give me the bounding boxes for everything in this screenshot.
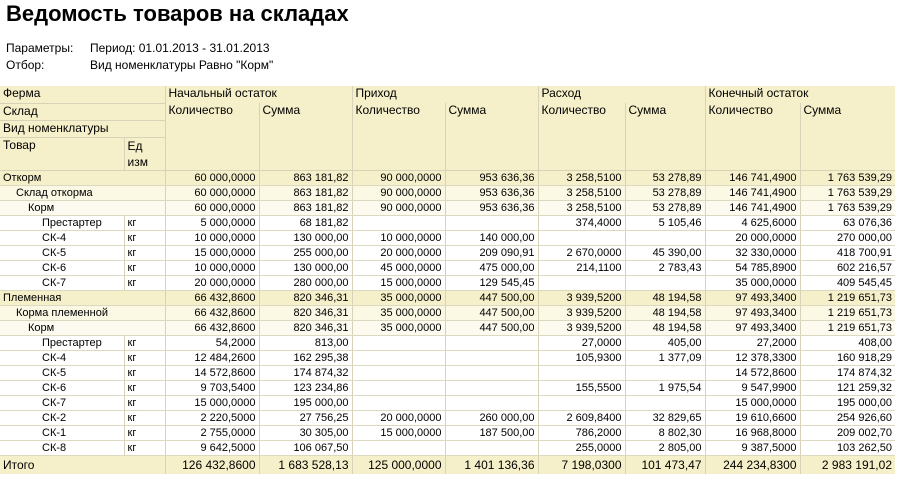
cell-income-sum: 953 636,36 bbox=[445, 185, 538, 200]
total-expense-sum: 101 473,47 bbox=[625, 455, 705, 474]
cell-expense-sum: 53 278,89 bbox=[625, 200, 705, 215]
row-unit: кг bbox=[124, 335, 165, 350]
row-unit: кг bbox=[124, 380, 165, 395]
cell-expense-qty bbox=[538, 230, 625, 245]
cell-opening-sum: 68 181,82 bbox=[259, 215, 352, 230]
period-value: Период: 01.01.2013 - 31.01.2013 bbox=[90, 41, 270, 55]
cell-income-qty bbox=[352, 380, 445, 395]
row-name: СК-2 bbox=[0, 410, 124, 425]
table-row bbox=[0, 440, 895, 455]
row-name: СК-4 bbox=[0, 230, 124, 245]
cell-expense-sum: 48 194,58 bbox=[625, 305, 705, 320]
cell-income-qty bbox=[352, 365, 445, 380]
row-unit: кг bbox=[124, 425, 165, 440]
cell-income-qty: 20 000,0000 bbox=[352, 410, 445, 425]
cell-opening-sum: 130 000,00 bbox=[259, 260, 352, 275]
cell-closing-qty: 14 572,8600 bbox=[705, 365, 800, 380]
row-name: Корм bbox=[0, 320, 165, 335]
table-row bbox=[0, 320, 895, 335]
cell-opening-sum: 30 305,00 bbox=[259, 425, 352, 440]
total-opening-sum: 1 683 528,13 bbox=[259, 455, 352, 474]
cell-opening-qty: 54,2000 bbox=[165, 335, 259, 350]
filter-label: Отбор: bbox=[6, 58, 45, 72]
cell-expense-qty: 3 258,5100 bbox=[538, 170, 625, 185]
cell-closing-qty: 12 378,3300 bbox=[705, 350, 800, 365]
total-closing-qty: 244 234,8300 bbox=[705, 455, 800, 474]
table-row bbox=[0, 350, 895, 365]
cell-expense-sum: 405,00 bbox=[625, 335, 705, 350]
cell-income-sum: 140 000,00 bbox=[445, 230, 538, 245]
row-unit: кг bbox=[124, 215, 165, 230]
cell-closing-sum: 1 219 651,73 bbox=[800, 290, 895, 305]
cell-expense-qty: 3 258,5100 bbox=[538, 200, 625, 215]
header-kind: Вид номенклатуры bbox=[0, 120, 165, 137]
cell-income-qty bbox=[352, 335, 445, 350]
cell-expense-sum bbox=[625, 395, 705, 410]
table-row bbox=[0, 185, 895, 200]
row-name: Склад откорма bbox=[0, 185, 165, 200]
cell-opening-sum: 27 756,25 bbox=[259, 410, 352, 425]
header-warehouse: Склад bbox=[0, 103, 165, 120]
cell-closing-qty: 54 785,8900 bbox=[705, 260, 800, 275]
cell-income-sum: 129 545,45 bbox=[445, 275, 538, 290]
cell-opening-qty: 9 703,5400 bbox=[165, 380, 259, 395]
cell-expense-qty: 786,2000 bbox=[538, 425, 625, 440]
table-row bbox=[0, 215, 895, 230]
table-row bbox=[0, 365, 895, 380]
cell-income-sum: 447 500,00 bbox=[445, 320, 538, 335]
header-expense: Расход bbox=[538, 86, 705, 103]
cell-income-qty: 45 000,0000 bbox=[352, 260, 445, 275]
cell-expense-qty: 255,0000 bbox=[538, 440, 625, 455]
cell-expense-qty: 2 670,0000 bbox=[538, 245, 625, 260]
row-name: СК-6 bbox=[0, 380, 124, 395]
cell-opening-sum: 195 000,00 bbox=[259, 395, 352, 410]
row-unit: кг bbox=[124, 350, 165, 365]
cell-closing-qty: 15 000,0000 bbox=[705, 395, 800, 410]
cell-closing-qty: 97 493,3400 bbox=[705, 320, 800, 335]
table-row bbox=[0, 275, 895, 290]
cell-closing-qty: 27,2000 bbox=[705, 335, 800, 350]
row-unit: кг bbox=[124, 260, 165, 275]
cell-closing-sum: 418 700,91 bbox=[800, 245, 895, 260]
cell-opening-qty: 66 432,8600 bbox=[165, 320, 259, 335]
cell-closing-sum: 1 763 539,29 bbox=[800, 200, 895, 215]
cell-income-sum: 953 636,36 bbox=[445, 170, 538, 185]
cell-closing-sum: 1 219 651,73 bbox=[800, 320, 895, 335]
cell-income-sum: 447 500,00 bbox=[445, 290, 538, 305]
cell-income-qty bbox=[352, 350, 445, 365]
cell-expense-qty: 214,1100 bbox=[538, 260, 625, 275]
cell-closing-sum: 63 076,36 bbox=[800, 215, 895, 230]
cell-income-sum bbox=[445, 440, 538, 455]
cell-expense-qty: 27,0000 bbox=[538, 335, 625, 350]
cell-opening-qty: 2 220,5000 bbox=[165, 410, 259, 425]
header-sum: Сумма bbox=[259, 103, 352, 170]
cell-opening-qty: 14 572,8600 bbox=[165, 365, 259, 380]
table-row bbox=[0, 200, 895, 215]
header-qty: Количество bbox=[352, 103, 445, 170]
table-row bbox=[0, 230, 895, 245]
cell-closing-qty: 9 387,5000 bbox=[705, 440, 800, 455]
cell-expense-qty: 105,9300 bbox=[538, 350, 625, 365]
table-row bbox=[0, 410, 895, 425]
cell-opening-sum: 162 295,38 bbox=[259, 350, 352, 365]
cell-expense-qty: 3 939,5200 bbox=[538, 290, 625, 305]
cell-expense-sum: 45 390,00 bbox=[625, 245, 705, 260]
row-name: СК-6 bbox=[0, 260, 124, 275]
cell-expense-sum: 53 278,89 bbox=[625, 185, 705, 200]
cell-closing-qty: 97 493,3400 bbox=[705, 305, 800, 320]
table-row bbox=[0, 380, 895, 395]
row-name: СК-8 bbox=[0, 440, 124, 455]
total-income-qty: 125 000,0000 bbox=[352, 455, 445, 474]
cell-expense-qty: 374,4000 bbox=[538, 215, 625, 230]
row-name: СК-4 bbox=[0, 350, 124, 365]
cell-opening-qty: 60 000,0000 bbox=[165, 170, 259, 185]
cell-expense-qty: 3 939,5200 bbox=[538, 320, 625, 335]
header-sum: Сумма bbox=[445, 103, 538, 170]
cell-opening-qty: 10 000,0000 bbox=[165, 230, 259, 245]
cell-opening-qty: 66 432,8600 bbox=[165, 290, 259, 305]
header-qty: Количество bbox=[538, 103, 625, 170]
cell-income-qty: 90 000,0000 bbox=[352, 170, 445, 185]
cell-expense-sum: 48 194,58 bbox=[625, 320, 705, 335]
cell-closing-sum: 1 219 651,73 bbox=[800, 305, 895, 320]
cell-closing-sum: 195 000,00 bbox=[800, 395, 895, 410]
row-unit: кг bbox=[124, 230, 165, 245]
cell-closing-qty: 16 968,8000 bbox=[705, 425, 800, 440]
cell-expense-sum: 53 278,89 bbox=[625, 170, 705, 185]
cell-income-sum bbox=[445, 350, 538, 365]
total-opening-qty: 126 432,8600 bbox=[165, 455, 259, 474]
cell-opening-sum: 813,00 bbox=[259, 335, 352, 350]
total-income-sum: 1 401 136,36 bbox=[445, 455, 538, 474]
cell-expense-sum bbox=[625, 365, 705, 380]
cell-expense-qty bbox=[538, 365, 625, 380]
cell-closing-sum: 121 259,32 bbox=[800, 380, 895, 395]
cell-closing-qty: 35 000,0000 bbox=[705, 275, 800, 290]
cell-expense-qty: 3 258,5100 bbox=[538, 185, 625, 200]
cell-expense-sum bbox=[625, 275, 705, 290]
params-label: Параметры: bbox=[6, 41, 74, 55]
cell-opening-sum: 820 346,31 bbox=[259, 320, 352, 335]
cell-opening-sum: 280 000,00 bbox=[259, 275, 352, 290]
cell-income-qty bbox=[352, 440, 445, 455]
table-row bbox=[0, 170, 895, 185]
cell-opening-qty: 12 484,2600 bbox=[165, 350, 259, 365]
cell-opening-sum: 820 346,31 bbox=[259, 305, 352, 320]
cell-expense-sum: 1 377,09 bbox=[625, 350, 705, 365]
cell-expense-qty bbox=[538, 275, 625, 290]
row-unit: кг bbox=[124, 410, 165, 425]
cell-expense-sum: 5 105,46 bbox=[625, 215, 705, 230]
cell-opening-sum: 123 234,86 bbox=[259, 380, 352, 395]
cell-closing-sum: 602 216,57 bbox=[800, 260, 895, 275]
cell-closing-qty: 20 000,0000 bbox=[705, 230, 800, 245]
cell-closing-sum: 408,00 bbox=[800, 335, 895, 350]
header-qty: Количество bbox=[165, 103, 259, 170]
cell-income-sum bbox=[445, 380, 538, 395]
cell-income-qty: 15 000,0000 bbox=[352, 275, 445, 290]
filter-value: Вид номенклатуры Равно "Корм" bbox=[90, 58, 274, 72]
row-name: СК-5 bbox=[0, 245, 124, 260]
cell-income-qty: 10 000,0000 bbox=[352, 230, 445, 245]
cell-expense-sum: 8 802,30 bbox=[625, 425, 705, 440]
cell-opening-qty: 66 432,8600 bbox=[165, 305, 259, 320]
cell-income-qty: 15 000,0000 bbox=[352, 425, 445, 440]
cell-closing-qty: 146 741,4900 bbox=[705, 185, 800, 200]
cell-income-sum: 187 500,00 bbox=[445, 425, 538, 440]
cell-closing-sum: 209 002,70 bbox=[800, 425, 895, 440]
row-unit: кг bbox=[124, 275, 165, 290]
cell-opening-sum: 106 067,50 bbox=[259, 440, 352, 455]
cell-income-qty: 90 000,0000 bbox=[352, 185, 445, 200]
table-row bbox=[0, 260, 895, 275]
cell-opening-sum: 174 874,32 bbox=[259, 365, 352, 380]
table-row bbox=[0, 290, 895, 305]
header-farm: Ферма bbox=[0, 86, 165, 103]
cell-opening-sum: 820 346,31 bbox=[259, 290, 352, 305]
table-row bbox=[0, 245, 895, 260]
total-closing-sum: 2 983 191,02 bbox=[800, 455, 895, 474]
table-row bbox=[0, 335, 895, 350]
cell-opening-qty: 9 642,5000 bbox=[165, 440, 259, 455]
cell-income-sum bbox=[445, 365, 538, 380]
cell-closing-sum: 103 262,50 bbox=[800, 440, 895, 455]
header-sum: Сумма bbox=[800, 103, 895, 170]
cell-closing-sum: 160 918,29 bbox=[800, 350, 895, 365]
cell-closing-sum: 174 874,32 bbox=[800, 365, 895, 380]
cell-income-qty: 35 000,0000 bbox=[352, 305, 445, 320]
cell-income-sum bbox=[445, 395, 538, 410]
header-qty: Количество bbox=[705, 103, 800, 170]
cell-income-sum bbox=[445, 335, 538, 350]
cell-closing-qty: 97 493,3400 bbox=[705, 290, 800, 305]
header-sum: Сумма bbox=[625, 103, 705, 170]
cell-opening-qty: 60 000,0000 bbox=[165, 200, 259, 215]
row-name: Племенная bbox=[0, 290, 165, 305]
cell-closing-qty: 146 741,4900 bbox=[705, 200, 800, 215]
header-income: Приход bbox=[352, 86, 538, 103]
row-name: Престартер bbox=[0, 335, 124, 350]
header-opening-balance: Начальный остаток bbox=[165, 86, 352, 103]
cell-income-sum: 209 090,91 bbox=[445, 245, 538, 260]
cell-closing-qty: 146 741,4900 bbox=[705, 170, 800, 185]
cell-expense-qty: 155,5500 bbox=[538, 380, 625, 395]
cell-income-sum: 953 636,36 bbox=[445, 200, 538, 215]
row-unit: кг bbox=[124, 440, 165, 455]
cell-income-qty bbox=[352, 395, 445, 410]
row-name: СК-1 bbox=[0, 425, 124, 440]
row-name: Престартер bbox=[0, 215, 124, 230]
cell-opening-qty: 15 000,0000 bbox=[165, 245, 259, 260]
cell-income-qty: 35 000,0000 bbox=[352, 290, 445, 305]
cell-expense-qty bbox=[538, 395, 625, 410]
cell-expense-sum: 48 194,58 bbox=[625, 290, 705, 305]
row-unit: кг bbox=[124, 365, 165, 380]
cell-expense-qty: 2 609,8400 bbox=[538, 410, 625, 425]
total-expense-qty: 7 198,0300 bbox=[538, 455, 625, 474]
cell-closing-qty: 19 610,6600 bbox=[705, 410, 800, 425]
cell-opening-qty: 20 000,0000 bbox=[165, 275, 259, 290]
report-title: Ведомость товаров на складах bbox=[6, 1, 349, 26]
cell-opening-qty: 15 000,0000 bbox=[165, 395, 259, 410]
cell-expense-sum: 32 829,65 bbox=[625, 410, 705, 425]
cell-opening-sum: 130 000,00 bbox=[259, 230, 352, 245]
table-row bbox=[0, 425, 895, 440]
stock-report-table bbox=[0, 86, 895, 474]
row-name: СК-5 bbox=[0, 365, 124, 380]
row-unit: кг bbox=[124, 245, 165, 260]
total-row bbox=[0, 455, 895, 474]
cell-expense-sum: 2 783,43 bbox=[625, 260, 705, 275]
row-name: Корм bbox=[0, 200, 165, 215]
cell-closing-sum: 270 000,00 bbox=[800, 230, 895, 245]
cell-income-sum: 475 000,00 bbox=[445, 260, 538, 275]
cell-opening-qty: 5 000,0000 bbox=[165, 215, 259, 230]
cell-expense-sum bbox=[625, 230, 705, 245]
row-name: Откорм bbox=[0, 170, 165, 185]
cell-expense-qty: 3 939,5200 bbox=[538, 305, 625, 320]
cell-closing-qty: 9 547,9900 bbox=[705, 380, 800, 395]
row-unit: кг bbox=[124, 395, 165, 410]
cell-expense-sum: 2 805,00 bbox=[625, 440, 705, 455]
header-closing-balance: Конечный остаток bbox=[705, 86, 895, 103]
cell-income-qty bbox=[352, 215, 445, 230]
cell-closing-sum: 1 763 539,29 bbox=[800, 185, 895, 200]
cell-income-qty: 20 000,0000 bbox=[352, 245, 445, 260]
cell-closing-qty: 4 625,6000 bbox=[705, 215, 800, 230]
cell-closing-sum: 409 545,45 bbox=[800, 275, 895, 290]
cell-income-qty: 90 000,0000 bbox=[352, 200, 445, 215]
cell-opening-sum: 255 000,00 bbox=[259, 245, 352, 260]
cell-expense-sum: 1 975,54 bbox=[625, 380, 705, 395]
row-name: Корма племенной bbox=[0, 305, 165, 320]
cell-income-sum: 260 000,00 bbox=[445, 410, 538, 425]
cell-opening-qty: 2 755,0000 bbox=[165, 425, 259, 440]
row-name: СК-7 bbox=[0, 395, 124, 410]
cell-income-sum: 447 500,00 bbox=[445, 305, 538, 320]
header-product: Товар bbox=[0, 137, 124, 170]
total-label: Итого bbox=[0, 455, 165, 474]
cell-opening-sum: 863 181,82 bbox=[259, 185, 352, 200]
row-name: СК-7 bbox=[0, 275, 124, 290]
cell-opening-sum: 863 181,82 bbox=[259, 200, 352, 215]
table-row bbox=[0, 305, 895, 320]
cell-opening-qty: 10 000,0000 bbox=[165, 260, 259, 275]
cell-closing-sum: 254 926,60 bbox=[800, 410, 895, 425]
table-row bbox=[0, 395, 895, 410]
cell-income-sum bbox=[445, 215, 538, 230]
cell-income-qty: 35 000,0000 bbox=[352, 320, 445, 335]
cell-closing-qty: 32 330,0000 bbox=[705, 245, 800, 260]
cell-closing-sum: 1 763 539,29 bbox=[800, 170, 895, 185]
header-unit: Ед изм bbox=[124, 137, 165, 170]
cell-opening-sum: 863 181,82 bbox=[259, 170, 352, 185]
cell-opening-qty: 60 000,0000 bbox=[165, 185, 259, 200]
